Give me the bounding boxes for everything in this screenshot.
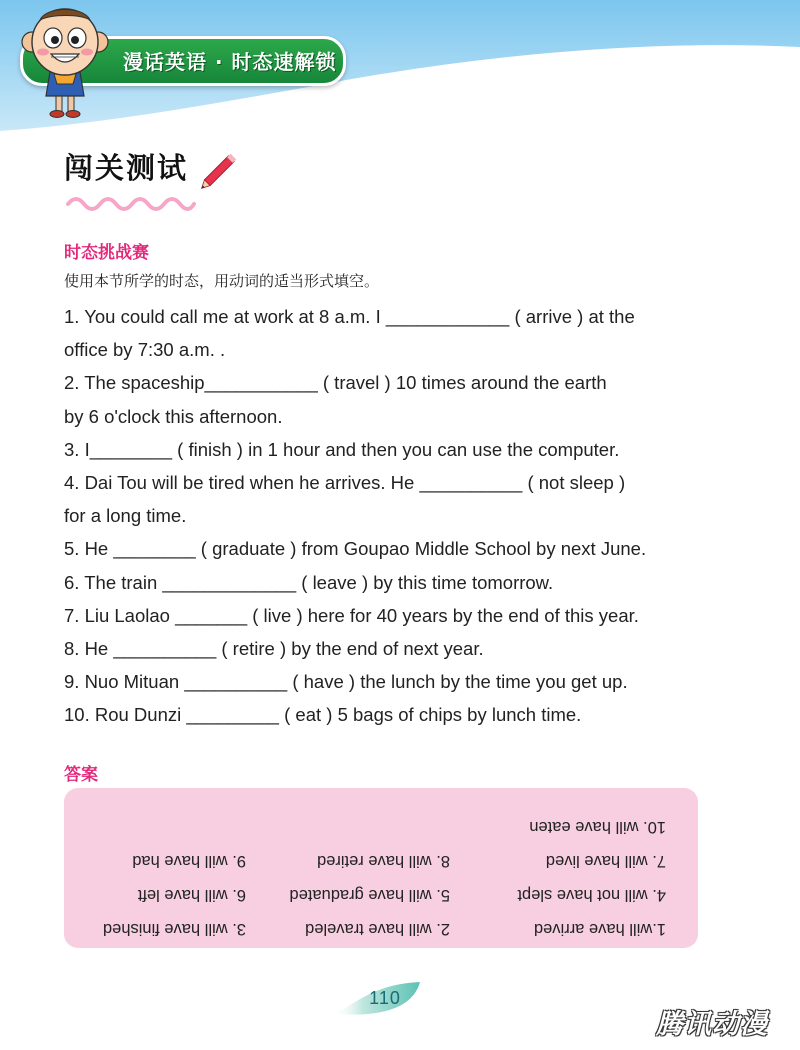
answer-item: 5. will have graduated — [289, 886, 450, 904]
answer-item: 6. will have left — [137, 886, 246, 904]
answer-item: 8. will have retired — [317, 852, 450, 870]
question-line: 2. The spaceship___________ ( travel ) 10 times around the earth — [64, 372, 607, 394]
question-line: 5. He ________ ( graduate ) from Goupao Middle School by next June. — [64, 538, 647, 560]
zigzag-wave-icon — [66, 192, 196, 212]
exercise-heading: 时态挑战赛 — [64, 243, 149, 263]
question-line: for a long time. — [64, 505, 187, 527]
answer-item: 2. will have traveled — [305, 920, 450, 938]
question-line: 7. Liu Laolao _______ ( live ) here for 40 years by the end of this year. — [64, 604, 639, 626]
answer-item: 3. will have finished — [102, 920, 246, 938]
question-line: 10. Rou Dunzi _________ ( eat ) 5 bags of chips by lunch time. — [64, 704, 582, 726]
cartoon-boy-mascot-icon — [18, 2, 110, 122]
question-line: 4. Dai Tou will be tired when he arrives. He __________ ( not sleep ) — [64, 472, 626, 494]
answers-heading: 答案 — [64, 765, 98, 785]
question-line: office by 7:30 a.m. . — [64, 339, 226, 361]
series-title: 漫话英语 · 时态速解锁 — [123, 50, 337, 74]
question-line: 3. I________ ( finish ) in 1 hour and then you can use the computer. — [64, 438, 620, 460]
exercise-instruction: 使用本节所学的时态，用动词的适当形式填空。 — [64, 272, 380, 290]
watermark-logo: 腾讯动漫 — [656, 1009, 768, 1040]
answer-item: 1.will have arrived — [533, 920, 666, 938]
upside-down-answers — [64, 788, 698, 948]
answer-item: 7. will have lived — [545, 852, 666, 870]
page-number: 110 — [369, 988, 401, 1008]
pencil-icon — [196, 150, 244, 190]
question-line: by 6 o'clock this afternoon. — [64, 405, 283, 427]
question-list — [64, 300, 714, 732]
question-line: 9. Nuo Mituan __________ ( have ) the lunch by the time you get up. — [64, 671, 628, 693]
question-line: 1. You could call me at work at 8 a.m. I ____________ ( arrive ) at the — [64, 306, 635, 327]
page-number-badge — [330, 978, 422, 1022]
answer-item: 9. will have had — [132, 852, 246, 870]
answer-item: 4. will not have slept — [517, 886, 666, 904]
section-title: 闯关测试 — [64, 151, 189, 185]
question-line: 6. The train _____________ ( leave ) by this time tomorrow. — [64, 571, 554, 593]
answer-box — [64, 788, 698, 948]
answer-item: 10. will have eaten — [529, 818, 666, 836]
question-line: 8. He __________ ( retire ) by the end of next year. — [64, 638, 484, 660]
